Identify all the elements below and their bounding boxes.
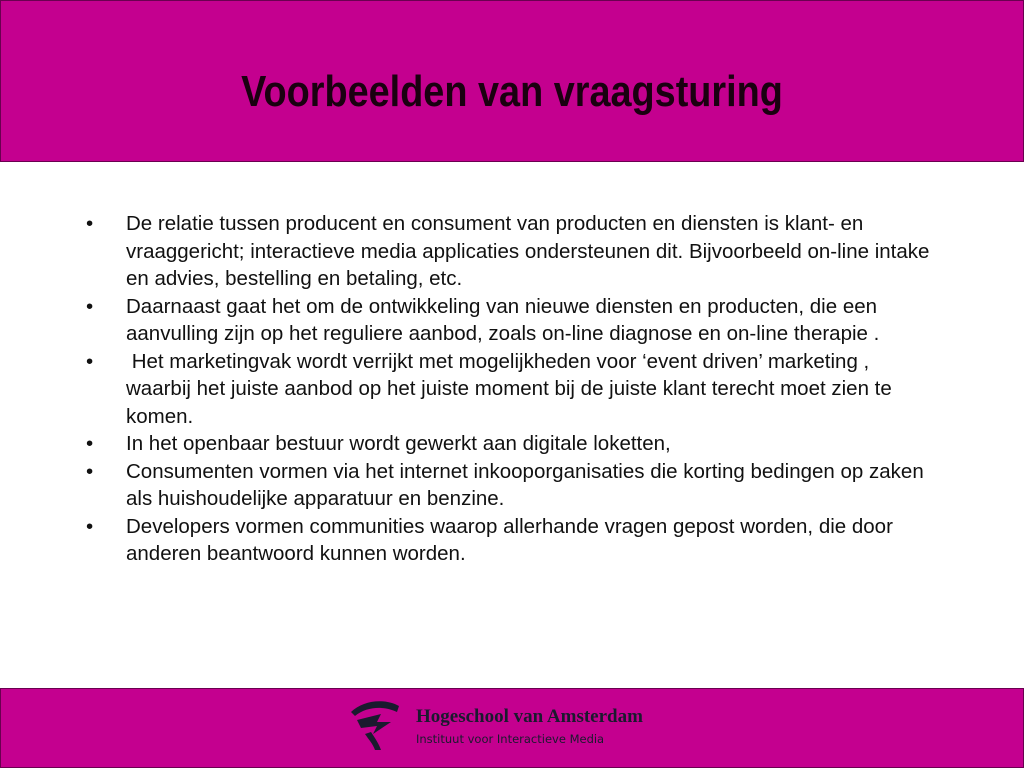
- bullet-icon: •: [86, 432, 94, 455]
- bullet-text: Daarnaast gaat het om de ontwikkeling van nieuwe diensten en producten, die een aanvulling zijn op het reguliere aanbod, zoals on-line diagnose en on-line therapie .: [126, 294, 880, 345]
- bullet-item: [86, 210, 936, 293]
- bullet-text: In het openbaar bestuur wordt gewerkt aan digitale loketten,: [126, 432, 671, 455]
- slide-title: Voorbeelden van vraagsturing: [241, 67, 783, 116]
- logo-name: Hogeschool van Amsterdam: [416, 706, 643, 727]
- slide-content: [86, 210, 936, 568]
- logo-subtitle: Instituut voor Interactieve Media: [416, 732, 605, 746]
- hva-logo-icon: [347, 698, 403, 752]
- bullet-icon: •: [86, 349, 94, 373]
- bullet-icon: •: [86, 294, 94, 318]
- bullet-icon: •: [86, 459, 94, 483]
- bullet-list: [86, 210, 936, 568]
- bullet-item: [86, 293, 936, 348]
- bullet-item: [86, 458, 936, 513]
- bullet-item: [86, 348, 936, 431]
- bullet-item: [86, 430, 936, 458]
- bullet-item: [86, 513, 936, 568]
- bullet-text: De relatie tussen producent en consument van producten en diensten is klant- en vraaggericht; interactieve media applicaties ondersteunen dit. Bijvoorbeeld on-line intake en advies, bestelling en betaling, etc.: [126, 212, 930, 290]
- bullet-text: Het marketingvak wordt verrijkt met mogelijkheden voor ‘event driven’ marketing , waarbij het juiste aanbod op het juiste moment bij de juiste klant terecht moet zien te komen.: [126, 349, 898, 428]
- bullet-text: Consumenten vormen via het internet inkooporganisaties die korting bedingen op zaken als huishoudelijke apparatuur en benzine.: [126, 459, 924, 510]
- bullet-text: Developers vormen communities waarop allerhande vragen gepost worden, die door anderen beantwoord kunnen worden.: [126, 514, 893, 565]
- bullet-icon: •: [86, 212, 94, 235]
- institution-logo: [347, 696, 707, 756]
- bullet-icon: •: [86, 514, 94, 538]
